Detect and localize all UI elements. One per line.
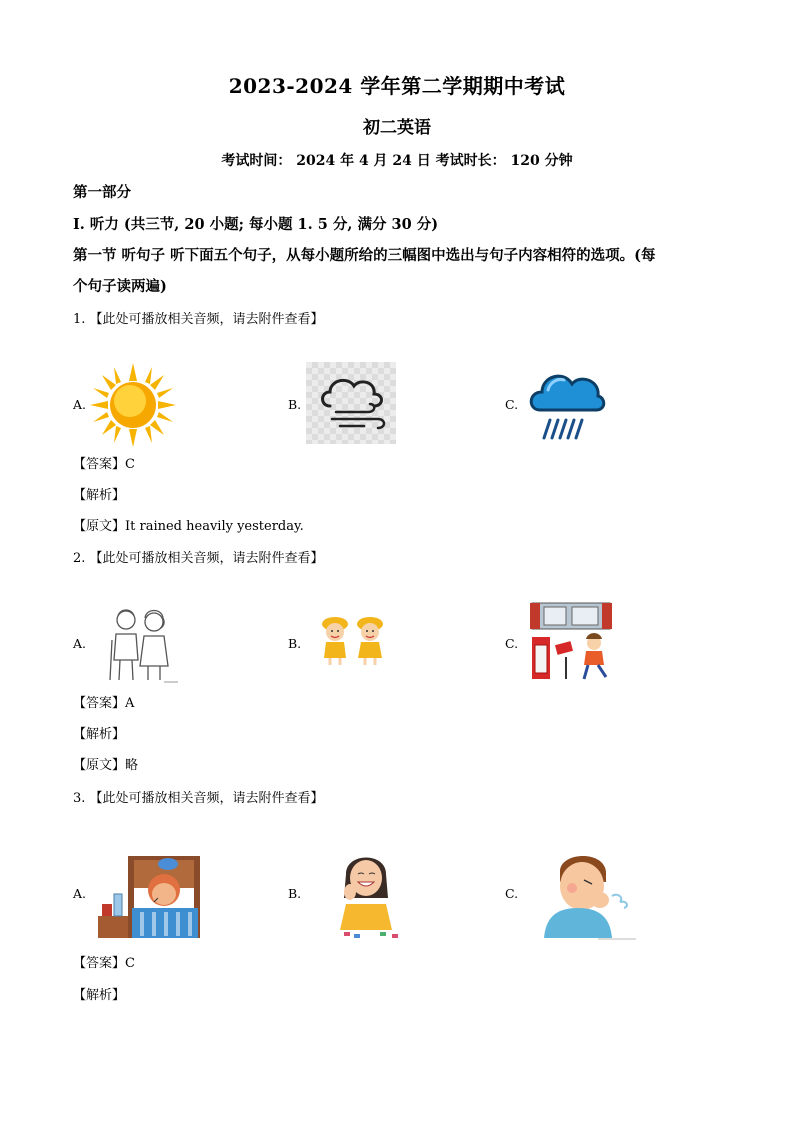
street-scene-image xyxy=(528,601,614,683)
coughing-boy-image xyxy=(540,850,640,942)
rain-cloud-icon xyxy=(526,366,606,442)
question-3-analysis: 【解析】 xyxy=(73,988,126,1003)
elderly-couple-image xyxy=(104,604,180,684)
q2-option-b-label: B. xyxy=(288,636,302,651)
question-1-analysis: 【解析】 xyxy=(73,488,126,503)
q1-option-c-label: C. xyxy=(505,397,519,412)
q1-option-a-label: A. xyxy=(73,397,87,412)
question-2-prompt: 2. 【此处可播放相关音频，请去附件查看】 xyxy=(73,551,324,566)
q3-option-c-label: C. xyxy=(505,886,519,901)
question-1-prompt: 1. 【此处可播放相关音频，请去附件查看】 xyxy=(73,312,324,327)
question-2-original: 【原文】略 xyxy=(73,758,139,773)
question-1-original: 【原文】It rained heavily yesterday. xyxy=(73,519,304,534)
children-image xyxy=(318,612,388,666)
wind-cloud-icon xyxy=(306,362,396,444)
question-2-analysis: 【解析】 xyxy=(73,727,126,742)
sick-in-bed-image xyxy=(96,854,204,940)
q2-option-a-label: A. xyxy=(73,636,87,651)
section-instruction-line-2: 个句子读两遍) xyxy=(73,278,167,295)
q1-option-b-label: B. xyxy=(288,397,302,412)
q3-option-a-label: A. xyxy=(73,886,87,901)
q2-option-c-label: C. xyxy=(505,636,519,651)
exam-info: 考试时间： 2024 年 4 月 24 日 考试时长： 120 分钟 xyxy=(221,153,573,169)
question-2-answer: 【答案】A xyxy=(73,696,135,711)
part-heading: 第一部分 xyxy=(73,184,131,201)
section-title: I. 听力 (共三节, 20 小题; 每小题 1. 5 分, 满分 30 分) xyxy=(73,216,439,233)
exam-title: 2023-2024 学年第二学期期中考试 xyxy=(228,74,566,98)
exam-subtitle: 初二英语 xyxy=(363,118,431,138)
sun-icon xyxy=(90,363,176,447)
question-3-answer: 【答案】C xyxy=(73,956,135,971)
laughing-girl-image xyxy=(336,848,408,940)
question-3-prompt: 3. 【此处可播放相关音频，请去附件查看】 xyxy=(73,791,324,806)
q3-option-b-label: B. xyxy=(288,886,302,901)
section-instruction-line-1: 第一节 听句子 听下面五个句子，从每小题所给的三幅图中选出与句子内容相符的选项。(每 xyxy=(73,247,656,264)
question-1-answer: 【答案】C xyxy=(73,457,135,472)
